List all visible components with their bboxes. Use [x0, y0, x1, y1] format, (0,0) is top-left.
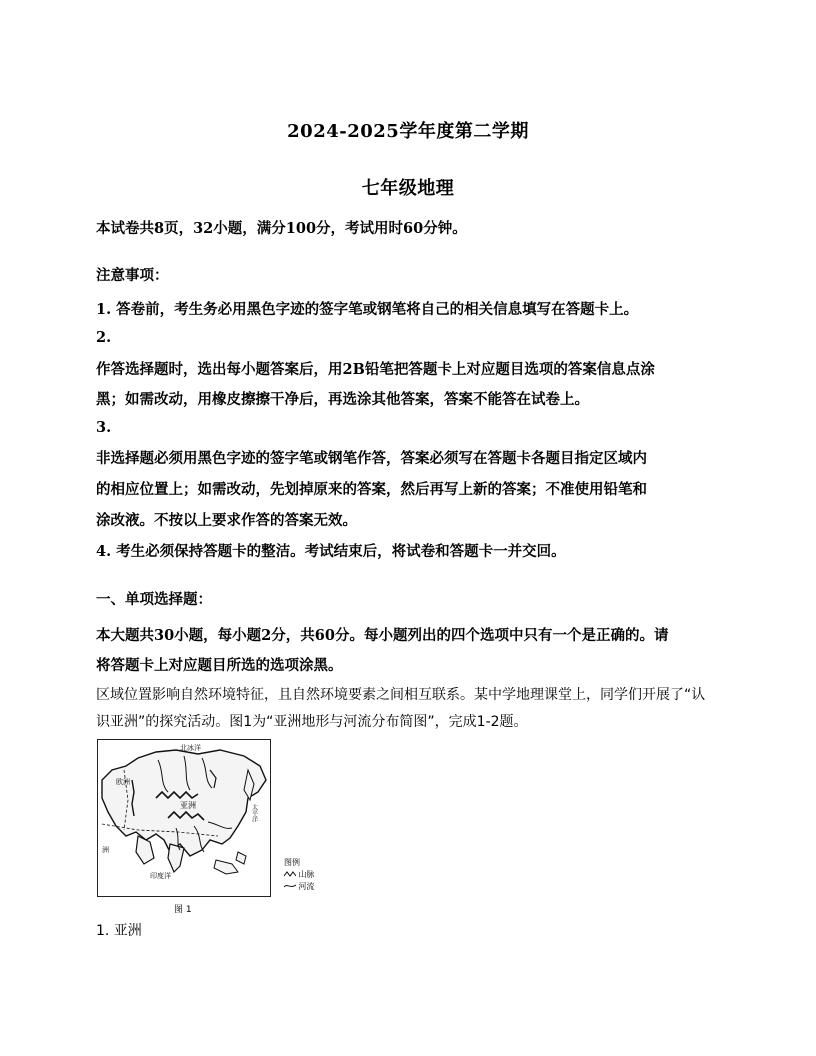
asia-map-figure	[97, 739, 271, 897]
question-stem-line-1: 区域位置影响自然环境特征，且自然环境要素之间相互联系。某中学地理课堂上，同学们开展了“认	[96, 687, 706, 703]
notice-item-3-number: 3.	[96, 419, 112, 436]
river-icon	[284, 883, 296, 889]
mountain-icon	[284, 871, 296, 877]
legend-mountain	[284, 869, 315, 881]
label-asia: 亚洲	[180, 801, 196, 810]
label-arctic-ocean: 北冰洋	[180, 744, 201, 752]
map-legend	[284, 857, 315, 893]
label-pacific-ocean: 太平洋	[250, 804, 258, 822]
notice-item-3-line-1: 非选择题必须用黑色字迹的签字笔或钢笔作答，答案必须写在答题卡各题目指定区域内	[96, 450, 647, 467]
legend-river-label: 河流	[298, 882, 315, 891]
question-stem-line-2: 识亚洲”的探究活动。图1为“亚洲地形与河流分布简图”，完成1-2题。	[96, 714, 528, 730]
notice-item-3-line-3: 涂改液。不按以上要求作答的答案无效。	[96, 512, 357, 529]
notice-item-3-line-2: 的相应位置上；如需改动，先划掉原来的答案，然后再写上新的答案；不准使用铅笔和	[96, 481, 647, 498]
label-africa-partial: 洲	[102, 846, 109, 854]
exam-intro: 本试卷共8页，32小题，满分100分，考试用时60分钟。	[96, 220, 467, 237]
question-1: 1. 亚洲	[96, 923, 142, 939]
notice-item-2-line-1: 作答选择题时，选出每小题答案后，用2B铅笔把答题卡上对应题目选项的答案信息点涂	[96, 361, 655, 378]
legend-river	[284, 881, 315, 893]
section-desc-line-1: 本大题共30小题，每小题2分，共60分。每小题列出的四个选项中只有一个是正确的。请	[96, 627, 669, 644]
section-heading: 一、单项选择题：	[96, 591, 212, 608]
notice-heading: 注意事项：	[96, 267, 169, 284]
notice-item-1: 1. 答卷前，考生务必用黑色字迹的签字笔或钢笔将自己的相关信息填写在答题卡上。	[96, 301, 639, 318]
notice-item-2-line-2: 黑；如需改动，用橡皮擦擦干净后，再选涂其他答案，答案不能答在试卷上。	[96, 391, 589, 408]
section-desc-line-2: 将答题卡上对应题目所选的选项涂黑。	[96, 657, 343, 674]
notice-item-4: 4. 考生必须保持答题卡的整洁。考试结束后，将试卷和答题卡一并交回。	[96, 543, 566, 560]
exam-subject: 七年级地理	[361, 178, 455, 199]
label-indian-ocean: 印度洋	[150, 872, 171, 880]
asia-map-image	[98, 740, 270, 896]
legend-title: 图例	[284, 858, 300, 867]
exam-title: 2024-2025学年度第二学期	[287, 121, 529, 142]
legend-mountain-label: 山脉	[298, 870, 315, 879]
notice-item-2-number: 2.	[96, 329, 112, 346]
label-europe: 欧洲	[116, 778, 130, 786]
figure-caption: 图 1	[174, 905, 192, 915]
